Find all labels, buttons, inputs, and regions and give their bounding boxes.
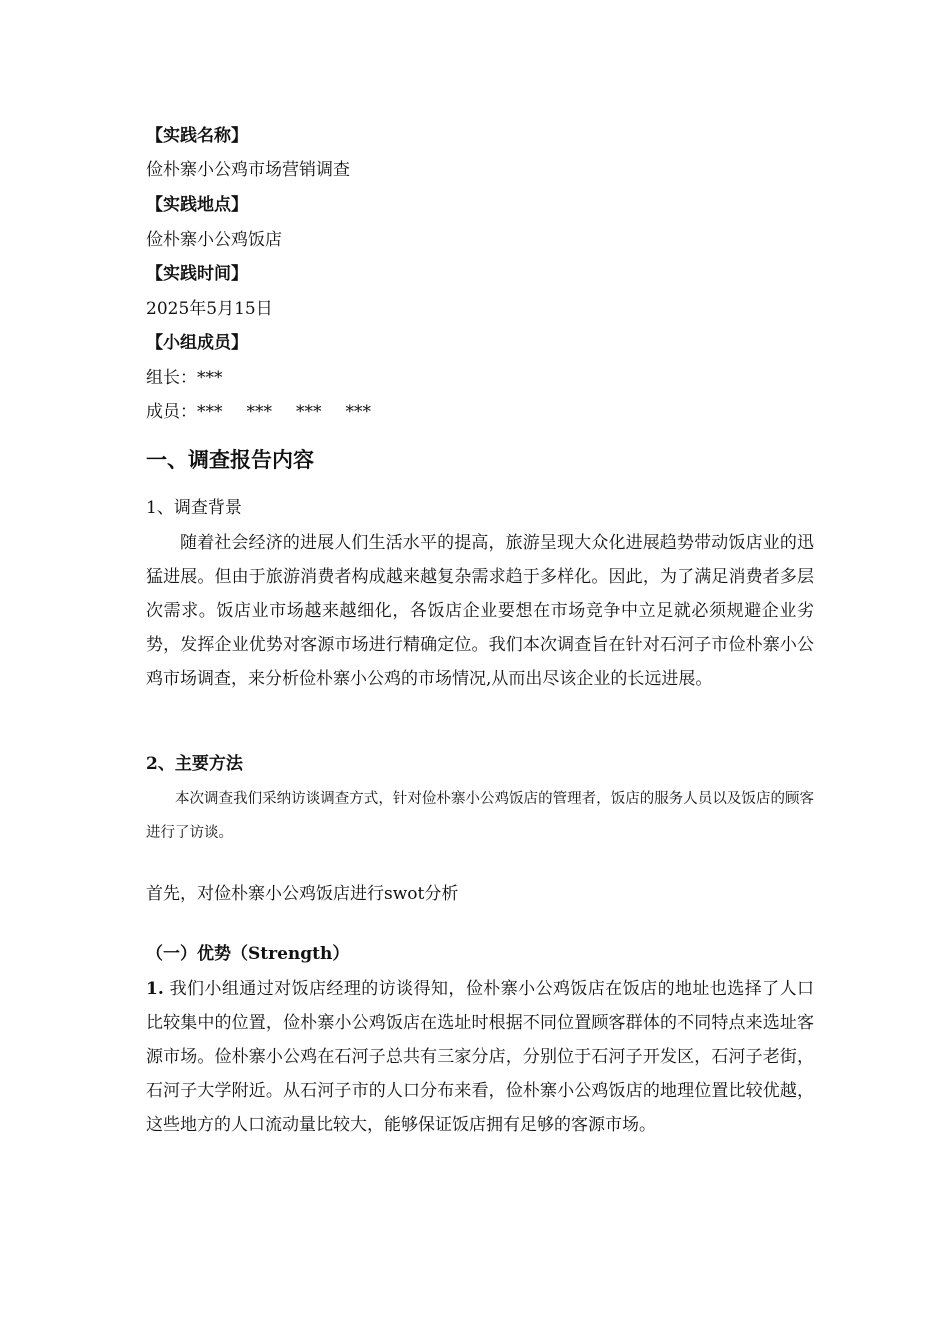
swot-intro: 首先，对俭朴寨小公鸡饭店进行swot分析	[146, 884, 459, 904]
method-paragraph: 本次调查我们采纳访谈调查方式，针对俭朴寨小公鸡饭店的管理者，饭店的服务人员以及饭店的顾客进行了访谈。	[146, 791, 814, 841]
practice-time-label: 【实践时间】	[146, 264, 248, 284]
background-title: 1、调查背景	[146, 498, 242, 518]
section-heading: 一、调查报告内容	[146, 447, 314, 472]
group-members-line	[146, 400, 371, 424]
background-paragraph: 随着社会经济的进展人们生活水平的提高，旅游呈现大众化进展趋势带动饭店业的迅猛进展。但由于旅游消费者构成越来越复杂需求趋于多样化。因此，为了满足消费者多层次需求。饭店业市场越来越细化，各饭店企业要想在市场竞争中立足就必须规避企业劣势，发挥企业优势对客源市场进行精确定位。我们本次调查旨在针对石河子市俭朴寨小公鸡市场调查，来分析俭朴寨小公鸡的市场情况,从而出尽该企业的长远进展。	[146, 533, 814, 689]
practice-place-value: 俭朴寨小公鸡饭店	[146, 230, 282, 250]
strength-item-number: 1.	[146, 979, 164, 999]
practice-place-label: 【实践地点】	[146, 195, 248, 215]
member-name: ***	[246, 402, 272, 422]
member-name: ***	[296, 402, 322, 422]
member-name: ***	[197, 402, 223, 422]
strength-title: （一）优势（Strength）	[146, 944, 350, 964]
strength-item-1	[146, 972, 814, 1142]
group-leader: 组长：***	[146, 368, 223, 388]
practice-name-label: 【实践名称】	[146, 126, 248, 146]
members-prefix: 成员：	[146, 402, 197, 422]
method-title: 2、主要方法	[146, 754, 243, 774]
group-members-label: 【小组成员】	[146, 333, 248, 353]
strength-item-text: 我们小组通过对饭店经理的访谈得知，俭朴寨小公鸡饭店在饭店的地址也选择了人口比较集中的位置，俭朴寨小公鸡饭店在选址时根据不同位置顾客群体的不同特点来选址客源市场。俭朴寨小公鸡在石河子总共有三家分店，分别位于石河子开发区，石河子老街，石河子大学附近。从石河子市的人口分布来看，俭朴寨小公鸡饭店的地理位置比较优越，这些地方的人口流动量比较大，能够保证饭店拥有足够的客源市场。	[146, 979, 814, 1135]
practice-time-value: 2025年5月15日	[146, 299, 273, 319]
member-name: ***	[345, 402, 371, 422]
practice-name-value: 俭朴寨小公鸡市场营销调查	[146, 160, 350, 180]
